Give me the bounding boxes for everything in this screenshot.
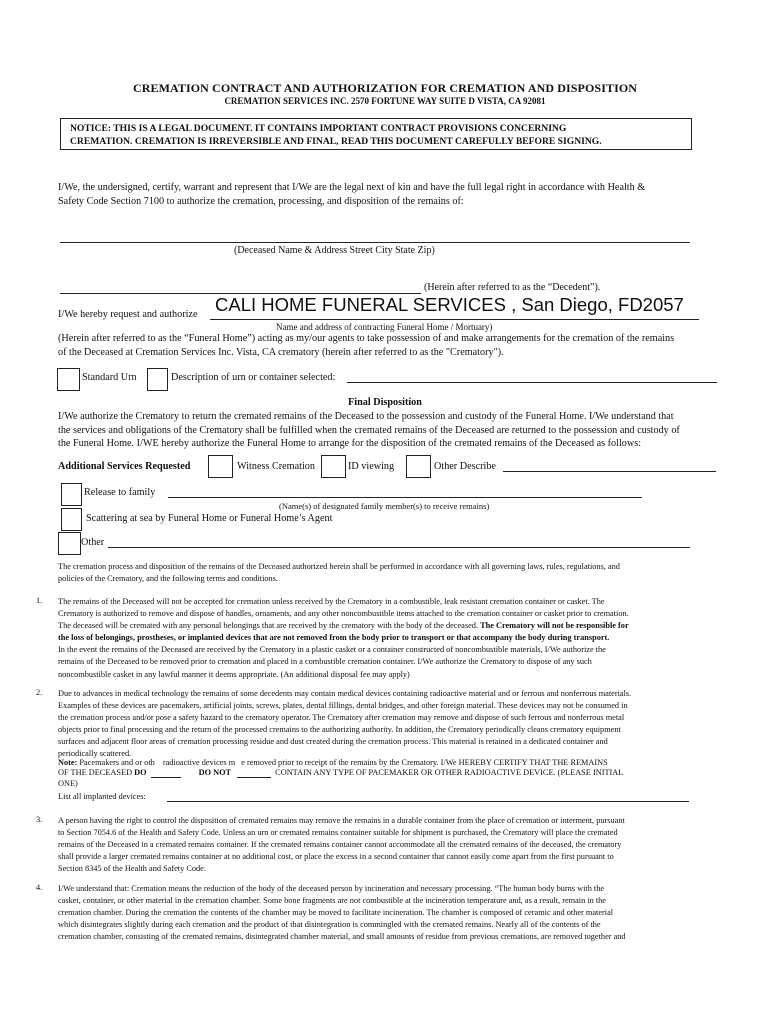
clause-3-line: Section 8345 of the Health and Safety Code. bbox=[58, 864, 206, 874]
funeral-home-paragraph bbox=[58, 332, 720, 359]
clause-2-one: ONE) bbox=[58, 779, 78, 788]
governing-line-1: The cremation process and disposition of the remains of the Deceased authorized herein shall be performed in accordance with all governing laws, rules, regulations, and bbox=[58, 562, 620, 571]
other-describe-field[interactable] bbox=[503, 471, 716, 472]
notice-line-2: CREMATION. CREMATION IS IRREVERSIBLE AND FINAL, READ THIS DOCUMENT CAREFULLY BEFORE SIGNING. bbox=[70, 135, 602, 147]
urn-description-checkbox[interactable] bbox=[147, 368, 168, 391]
funeral-home-field-value[interactable]: CALI HOME FUNERAL SERVICES , San Diego, FD2057 bbox=[215, 294, 684, 315]
governing-paragraph bbox=[58, 561, 720, 585]
clause-1-line: remains of the Deceased to be removed prior to cremation and placed in a combustible cremation container. I/We authorize the Crematory to dispose of any such bbox=[58, 657, 592, 667]
id-viewing-checkbox[interactable] bbox=[321, 455, 346, 478]
clause-2-text bbox=[58, 688, 720, 761]
clause-4-line: which disintegrates slightly during each cremation and the product of that disintegration is commingled with the cremated remains. Nearly all of the contents of the bbox=[58, 920, 601, 930]
urn-description-field[interactable] bbox=[347, 382, 717, 383]
clause-1-line: The remains of the Deceased will not be accepted for cremation unless received by the Crematory in a combustible, leak resistant cremation container or casket. The bbox=[58, 597, 605, 606]
clause-4-line: I/We understand that: Cremation means the reduction of the body of the deceased person by incineration and necessary processing. “The human body burns with the bbox=[58, 884, 605, 893]
other-describe-label: Other Describe bbox=[434, 461, 496, 472]
release-family-names-field[interactable] bbox=[168, 497, 642, 498]
clause-2-line: Due to advances in medical technology the remains of some decedents may contain medical devices containing radioactive material and or ferrous and nonferrous materials. bbox=[58, 689, 632, 698]
note-text-c: e removed prior to receipt of the remains by the Crematory. I/We HEREBY CERTIFY THAT THE REMAINS bbox=[241, 758, 608, 767]
clause-1-text bbox=[58, 596, 720, 681]
other-disposition-label: Other bbox=[81, 537, 105, 548]
release-to-family-label: Release to family bbox=[84, 487, 156, 498]
clause-3-line: remains of the Deceased in a cremated remains container. If the cremated remains container cannot accommodate all the cremated remains of the deceased, the crematory bbox=[58, 840, 622, 850]
implanted-devices-field[interactable] bbox=[167, 801, 689, 802]
intro-line-2: Safety Code Section 7100 to authorize the cremation, processing, and disposition of the remains of: bbox=[58, 195, 464, 207]
do-initial-field[interactable] bbox=[151, 768, 181, 778]
clause-2-line: periodically scattered. bbox=[58, 749, 132, 759]
release-family-caption: (Name(s) of designated family member(s) to receive remains) bbox=[279, 501, 490, 511]
urn-description-label: Description of urn or container selected: bbox=[171, 372, 336, 383]
final-disposition-line-1: I/We authorize the Crematory to return the cremated remains of the Deceased to the possession and custody of the Funeral Home. I/We understand that bbox=[58, 411, 674, 422]
decedent-caption: (Herein after referred to as the “Decedent”). bbox=[424, 282, 601, 293]
clause-1-line: noncombustible casket in any lawful manner it deems appropriate. (An additional disposal fee may apply) bbox=[58, 669, 410, 679]
final-disposition-paragraph bbox=[58, 410, 720, 451]
do-not-label: DO NOT bbox=[198, 768, 232, 777]
clause-2-line: Examples of these devices are pacemakers, artificial joints, screws, plates, dental fillings, dental bridges, and other foreign material. These devices may not be consumed in bbox=[58, 701, 628, 711]
scattering-at-sea-checkbox[interactable] bbox=[61, 508, 82, 531]
clause-1-line: Crematory is authorized to remove and dispose of handles, ornaments, and any other noncombustible items attached to the cremation container or casket prior to cremation. bbox=[58, 609, 629, 619]
final-disposition-line-3: the Funeral Home. I/WE hereby authorize the Funeral Home to arrange for the disposition of the cremated remains of the Deceased as follows: bbox=[58, 438, 642, 449]
intro-paragraph bbox=[58, 181, 720, 208]
funeral-home-field-line[interactable] bbox=[210, 319, 699, 320]
clause-3-line: to Section 7054.6 of the Health and Safety Code. Unless an urn or cremated remains container suitable for shipment is purchased, the Crematory will place the cremated bbox=[58, 828, 618, 838]
clause-1-text-bold: The Crematory will not be responsible for bbox=[480, 621, 629, 631]
clause-1-line: the loss of belongings, prostheses, or implanted devices that are not removed from the body prior to transport or that accompany the body during transport. bbox=[58, 633, 610, 643]
clause-3-line: shall provide a larger cremated remains container at no additional cost, or place the excess in a second container that cannot easily come apart from the first pursuant to bbox=[58, 852, 614, 862]
funeral-home-caption: Name and address of contracting Funeral Home / Mortuary) bbox=[276, 322, 493, 332]
clause-4-number: 4. bbox=[36, 883, 43, 892]
witness-cremation-label: Witness Cremation bbox=[237, 461, 315, 472]
clause-3-text bbox=[58, 815, 720, 875]
clause-3-number: 3. bbox=[36, 815, 43, 824]
funeral-home-line-1: (Herein after referred to as the “Funeral Home”) acting as my/our agents to take possession of and make arrangements for the cremation of the remains bbox=[58, 333, 675, 344]
governing-line-2: policies of the Crematory, and the following terms and conditions. bbox=[58, 574, 278, 584]
clause-2-line: objects prior to final processing and the return of the processed cremains to the authorizing authority. In addition, the Crematory periodically cleans crematory equipment bbox=[58, 725, 621, 735]
scattering-at-sea-label: Scattering at sea by Funeral Home or Funeral Home’s Agent bbox=[86, 513, 333, 524]
clause-1-line bbox=[58, 620, 720, 632]
clause-4-line: cremation chamber, consisting of the cremated remains, disintegrated chamber material, and small amounts of residue from previous cremations, are removed together and bbox=[58, 932, 626, 942]
note-text-a: Pacemakers and or oth bbox=[77, 758, 155, 767]
standard-urn-checkbox[interactable] bbox=[57, 368, 80, 391]
of-the-deceased-text: OF THE DECEASED bbox=[58, 768, 135, 777]
notice-line-1: NOTICE: THIS IS A LEGAL DOCUMENT. IT CONTAINS IMPORTANT CONTRACT PROVISIONS CONCERNING bbox=[70, 123, 567, 134]
note-label: Note: bbox=[58, 758, 78, 767]
funeral-home-line-2: of the Deceased at Cremation Services Inc. Vista, CA crematory (herein after referred to as the "Crematory"). bbox=[58, 346, 504, 358]
final-disposition-line-2: the services and obligations of the Crematory shall be fulfilled when the cremated remains of the Deceased are returned to the possession and custody of bbox=[58, 424, 680, 436]
document-title: CREMATION CONTRACT AND AUTHORIZATION FOR CREMATION AND DISPOSITION bbox=[132, 81, 638, 95]
document-subtitle: CREMATION SERVICES INC. 2570 FORTUNE WAY SUITE D VISTA, CA 92081 bbox=[224, 96, 546, 106]
clause-4-text bbox=[58, 883, 720, 943]
other-disposition-checkbox[interactable] bbox=[58, 532, 81, 555]
clause-1-text-plain: The deceased will be cremated with any personal belongings that are received by the crematory with the body of the deceased. bbox=[58, 621, 481, 631]
clause-2-line: the cremation process and/or pose a safety hazard to the crematory operator. The Crematory after cremation may remove and dispose of such ferrous and nonferrous metal bbox=[58, 713, 625, 723]
clause-2-line: surfaces and adjacent floor areas of cremation processing residue and dust created during the cremation process. This material is retained in a dedicated container and bbox=[58, 737, 608, 747]
final-disposition-heading: Final Disposition bbox=[348, 397, 422, 408]
witness-cremation-checkbox[interactable] bbox=[208, 455, 233, 478]
clause-2-number: 2. bbox=[36, 688, 43, 697]
other-disposition-field[interactable] bbox=[108, 547, 690, 548]
do-not-initial-field[interactable] bbox=[237, 768, 271, 778]
contain-text: CONTAIN ANY TYPE OF PACEMAKER OR OTHER RADIOACTIVE DEVICE. (PLEASE INITIAL bbox=[273, 768, 624, 777]
clause-3-line: A person having the right to control the disposition of cremated remains may remove the remains in a durable container from the place of cremation or interment, pursuant bbox=[58, 816, 625, 825]
id-viewing-label: ID viewing bbox=[348, 461, 395, 472]
deceased-name-address-field[interactable] bbox=[60, 242, 690, 243]
deceased-field-caption: (Deceased Name & Address Street City State Zip) bbox=[234, 245, 435, 256]
clause-1-line: In the event the remains of the Deceased are received by the Crematory in a plastic casket or a container constructed of noncombustible materials, I/We authorize the bbox=[58, 645, 606, 655]
clause-1-number: 1. bbox=[36, 596, 43, 605]
request-authorize-label: I/We hereby request and authorize bbox=[58, 309, 198, 320]
do-label: DO bbox=[134, 768, 147, 777]
additional-services-label: Additional Services Requested bbox=[58, 461, 191, 472]
other-describe-checkbox[interactable] bbox=[406, 455, 431, 478]
intro-line-1: I/We, the undersigned, certify, warrant and represent that I/We are the legal next of kin and have the full legal right in accordance with Health & bbox=[58, 182, 646, 193]
clause-4-line: cremation chamber. During the cremation the contents of the chamber may be moved to facilitate incineration. The chamber is composed of ceramic and other material bbox=[58, 908, 614, 918]
release-to-family-checkbox[interactable] bbox=[61, 483, 82, 506]
standard-urn-label: Standard Urn bbox=[82, 372, 137, 383]
clause-4-line: casket, container, or other material in the cremation chamber. Some bone fragments are not combustible at the incineration temperature and, as a result, remain in the bbox=[58, 896, 606, 906]
clause-2-certify-line bbox=[58, 768, 623, 778]
implanted-devices-label: List all implanted devices: bbox=[58, 792, 146, 801]
note-text-b: radioactive devices m bbox=[160, 758, 236, 767]
legal-notice-box bbox=[60, 118, 692, 150]
